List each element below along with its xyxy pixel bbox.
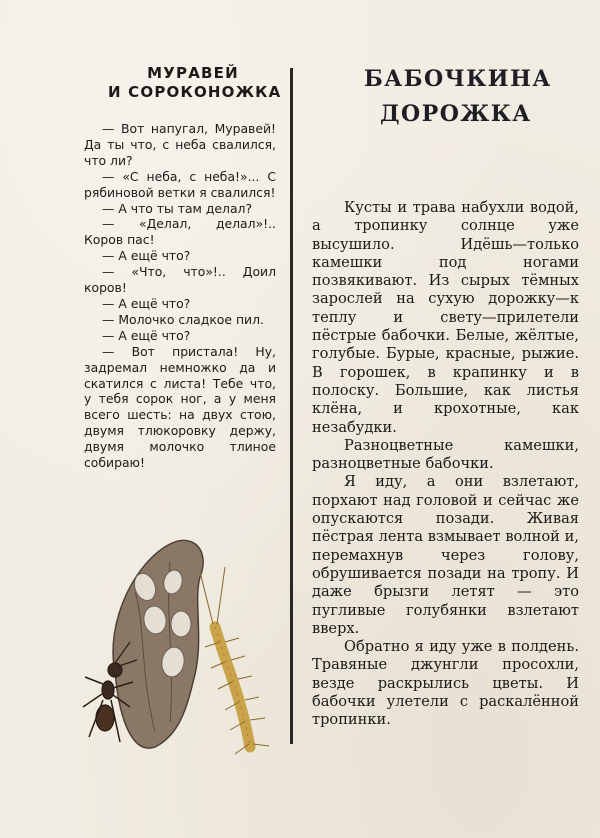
paragraph: — Вот напугал, Муравей! Да ты что, с неба свалился, что ли? bbox=[84, 121, 276, 168]
paragraph: — А ещё что? bbox=[102, 295, 191, 311]
column-divider bbox=[290, 68, 293, 744]
story-text-ant-centipede bbox=[84, 121, 276, 471]
title-line: И СОРОКОНОЖКА bbox=[108, 83, 282, 101]
ant-centipede-illustration bbox=[75, 532, 285, 764]
paragraph: — «С неба, с неба!»... С рябиновой ветки я свалился! bbox=[84, 168, 276, 200]
paragraph: — А что ты там делал? bbox=[102, 200, 253, 216]
story-text-butterfly-path bbox=[312, 199, 579, 730]
title-line: БАБОЧКИНА bbox=[364, 66, 552, 92]
paragraph: Обратно я иду уже в полдень. Травяные джунгли просохли, везде раскрылись цветы. И бабочки улетели с раскалённой тропинки. bbox=[312, 638, 579, 729]
centipede-icon bbox=[200, 567, 269, 754]
paragraph: — Вот пристала! Ну, задремал немножко да и скатился с листа! Тебе что, у тебя сорок ног, а у меня всего шесть: на двух стою, двумя тлюкоровку держу, двумя молочко тлиное собираю! bbox=[84, 343, 276, 471]
title-line: МУРАВЕЙ bbox=[147, 64, 239, 82]
paragraph: — А ещё что? bbox=[102, 327, 191, 343]
story-title-ant-centipede bbox=[108, 64, 282, 102]
paragraph: — А ещё что? bbox=[102, 248, 191, 264]
story-title-butterfly-path bbox=[320, 62, 570, 132]
paragraph: — Молочко сладкое пил. bbox=[102, 311, 264, 327]
title-line: ДОРОЖКА bbox=[380, 101, 532, 127]
paragraph: — «Что, что»!.. Доил коров! bbox=[84, 264, 276, 296]
bark-icon bbox=[113, 540, 203, 748]
paragraph: Разноцветные камешки, разноцветные бабочки. bbox=[312, 436, 579, 473]
paragraph: — «Делал, делал»!.. Коров пас! bbox=[84, 216, 276, 248]
paragraph: Я иду, а они взлетают, порхают над головой и сейчас же опускаются позади. Живая пёстрая лента взмывает волной и, перемахнув через голову, обрушивается позади на тропу. И даже брызги летят — это пугливые голубянки взлетают вверх. bbox=[312, 473, 579, 637]
paragraph: Кусты и трава набухли водой, а тропинку солнце уже высушило. Идёшь—только камешки под ногами позвякивают. Из сырых тёмных зарослей на сухую дорожку—к теплу и свету—прилетели пёстрые бабочки. Белые, жёлтые, голубые. Бурые, красные, рыжие. В горошек, в крапинку и в полоску. Большие, как листья клёна, и крохотные, как незабудки. bbox=[312, 199, 579, 436]
